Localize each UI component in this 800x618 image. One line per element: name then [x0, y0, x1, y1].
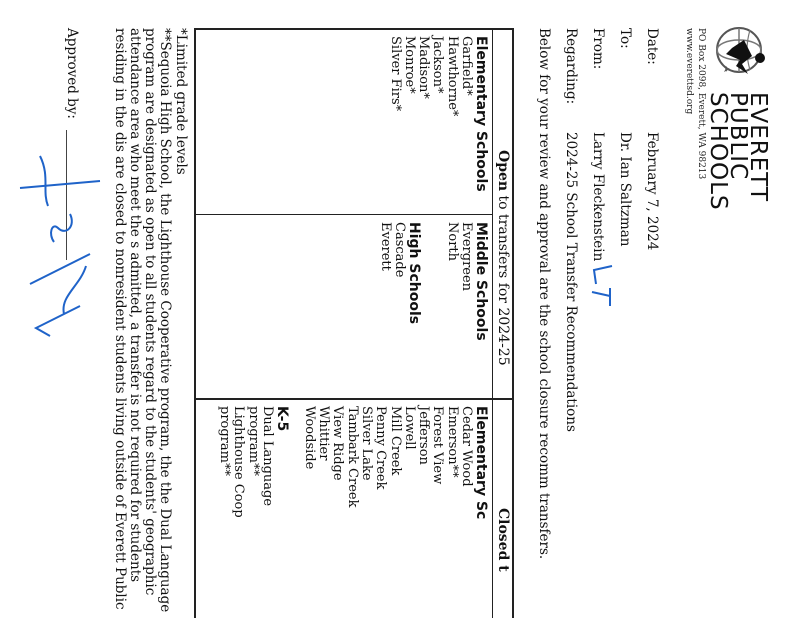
- list-item: Lowell: [401, 406, 417, 450]
- open-middle-heading: Middle Schools: [473, 222, 489, 341]
- list-item: Evergreen: [459, 222, 474, 292]
- closed-k5-heading: K-5: [274, 406, 290, 432]
- list-item: Monroe*: [401, 36, 417, 94]
- list-item: Silver Lake: [358, 406, 374, 481]
- list-item: program**: [217, 406, 233, 476]
- approved-by-label: Approved by:: [64, 28, 80, 119]
- closed-elementary-heading: Elementary Sc: [473, 406, 489, 520]
- closed-elementary-list: [301, 406, 473, 507]
- regarding-value: 2024-25 School Transfer Recommendations: [563, 132, 579, 432]
- list-item: Mill Creek: [387, 406, 403, 476]
- initials-mark-icon: [590, 262, 616, 310]
- logo-word-3: SCHOOLS: [705, 92, 731, 211]
- everett-globe-figure-logo-icon: [710, 20, 772, 82]
- open-high-heading: High Schools: [406, 222, 422, 325]
- open-high-list: [377, 222, 406, 277]
- logo-website: www.everettsd.org: [684, 28, 694, 115]
- date-label: Date:: [644, 28, 660, 65]
- open-middle-list: [444, 222, 473, 291]
- list-item: program**: [245, 406, 261, 476]
- open-elementary-list: [387, 36, 473, 116]
- closed-k5-list: [217, 406, 274, 518]
- list-item: Silver Firs*: [387, 36, 403, 112]
- closed-table-title: Closed t: [495, 508, 511, 572]
- list-item: Dual Language: [260, 406, 275, 507]
- list-item: Woodside: [301, 406, 317, 470]
- from-value: Larry Fleckenstein: [590, 132, 606, 262]
- open-table-title: Open to transfers for 2024-25: [495, 150, 511, 366]
- logo-word-2: PUBLIC: [725, 92, 751, 181]
- date-value: February 7, 2024: [644, 132, 660, 251]
- regarding-label: Regarding:: [563, 28, 579, 105]
- to-value: Dr. Ian Saltzman: [617, 132, 633, 247]
- signature-icon: [10, 136, 110, 346]
- list-item: Everett: [377, 222, 393, 271]
- list-item: Emerson**: [444, 406, 460, 478]
- note-limited-grade: *Limited grade levels: [173, 28, 189, 175]
- to-label: To:: [617, 28, 633, 49]
- note-sequoia: **Sequoia High School, the Lighthouse Cooperative program, the the Dual Language program are designated as open to all students regard to the students' geographic attendance area who meet the s admitted, a transfer is not required for students residing in the dis are closed to nonresident students living outside of Everett Public: [112, 28, 173, 613]
- list-item: Hawthorne*: [444, 36, 460, 117]
- list-item: Jefferson: [416, 406, 432, 465]
- list-item: Penny Creek: [373, 406, 389, 490]
- list-item: View Ridge: [330, 406, 346, 481]
- list-item: Tambark Creek: [344, 406, 360, 508]
- list-item: Lighthouse Coop: [231, 406, 247, 518]
- list-item: Forest View: [430, 406, 446, 485]
- list-item: Whittier: [316, 406, 332, 461]
- list-item: Cedar Wood: [459, 406, 474, 487]
- list-item: Cascade: [392, 222, 407, 278]
- logo-word-1: EVERETT: [745, 92, 771, 203]
- from-label: From:: [590, 28, 606, 70]
- list-item: Madison*: [416, 36, 432, 99]
- intro-paragraph: Below for your review and approval are the school closure recomm transfers.: [536, 28, 552, 560]
- list-item: Garfield*: [459, 36, 474, 96]
- list-item: Jackson*: [430, 36, 446, 94]
- list-item: North: [444, 222, 460, 262]
- open-elementary-heading: Elementary Schools: [473, 36, 489, 192]
- logo-address: PO Box 2098, Everett, WA 98213: [696, 28, 706, 180]
